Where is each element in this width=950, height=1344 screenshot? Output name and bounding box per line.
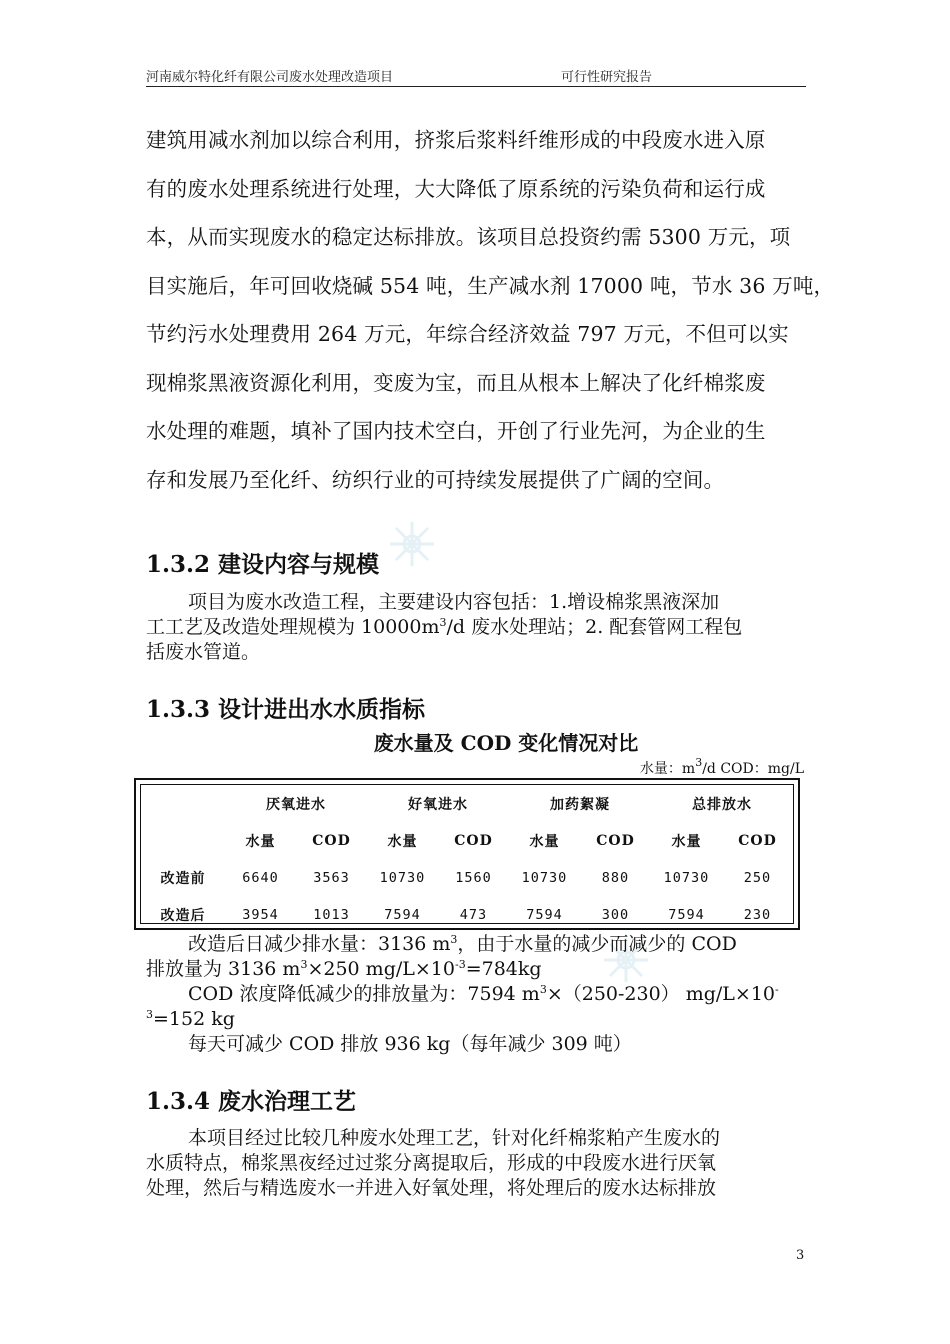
text-line: 处理，然后与精选废水一并进入好氧处理，将处理后的废水达标排放 [146, 1177, 717, 1199]
table-cell: 10730 [663, 869, 710, 886]
text-line: 节约污水处理费用 264 万元，年综合经济效益 797 万元，不但可以实 [146, 322, 789, 346]
text-line: 存和发展乃至化纤、纺织行业的可持续发展提供了广阔的空间。 [146, 467, 725, 492]
section-heading-1-3-2: 1.3.2 建设内容与规模 [146, 551, 380, 578]
column-header: COD [596, 832, 635, 849]
page-header [146, 66, 806, 87]
section-heading-1-3-4: 1.3.4 废水治理工艺 [146, 1088, 357, 1115]
text-line: $^3$=152 kg [146, 1008, 235, 1030]
column-header: 水量 [387, 833, 418, 850]
table-cell: 7594 [668, 906, 705, 923]
column-header: 水量 [671, 833, 702, 850]
table-cell: 3563 [313, 869, 350, 886]
text-line: 水质特点，棉浆黑夜经过过浆分离提取后，形成的中段废水进行厌氧 [146, 1152, 717, 1174]
row-label: 改造后 [160, 907, 206, 924]
table-cell: 300 [601, 906, 630, 923]
table-cell: 230 [743, 906, 772, 923]
table-cell: 7594 [384, 906, 421, 923]
text-line: 每天可减少 COD 排放 936 kg（每年减少 309 吨） [188, 1033, 632, 1055]
page-number: 3 [796, 1248, 805, 1263]
text-line: 改造后日减少排水量：3136 $m^3$，由于水量的减少而减少的 COD [188, 933, 737, 955]
section-1-3-3-notes [146, 932, 810, 1057]
text-line: COD 浓度降低减少的排放量为：7594 $m^3\times(250-230)$ mg/L×10- [188, 983, 779, 1005]
column-header: 水量 [245, 833, 276, 850]
text-line: 排放量为 3136 $m^3\times 250$ $mg/L\times 10^{-3}=784kg$ [146, 958, 542, 980]
table-unit-note: 水量：$m^3/d$ COD：mg/L [639, 756, 804, 777]
table-cell: 3954 [242, 906, 279, 923]
intro-paragraph [146, 116, 835, 504]
table-row [141, 859, 793, 896]
section-heading-1-3-3: 1.3.3 设计进出水水质指标 [146, 696, 426, 723]
column-group-header: 总排放水 [692, 796, 752, 813]
text-line: 项目为废水改造工程，主要建设内容包括：1.增设棉浆黑液深加 [188, 591, 720, 613]
section-1-3-2-body [146, 590, 810, 665]
table-cell: 880 [601, 869, 630, 886]
text-line: 有的废水处理系统进行处理，大大降低了原系统的污染负荷和运行成 [146, 176, 766, 201]
text-line: 括废水管道。 [146, 641, 261, 663]
table-cell: 473 [459, 906, 488, 923]
text-line: 建筑用减水剂加以综合利用，挤浆后浆料纤维形成的中段废水进入原 [146, 128, 766, 152]
text-line: 本，从而实现废水的稳定达标排放。该项目总投资约需 5300 万元，项 [146, 225, 791, 249]
column-header: 水量 [529, 833, 560, 850]
column-header: COD [454, 832, 493, 849]
table-title: 废水量及 COD 变化情况对比 [373, 731, 639, 755]
column-group-header: 厌氧进水 [266, 796, 326, 813]
watermark-icon [388, 520, 436, 568]
column-group-header: 加药絮凝 [550, 796, 610, 813]
table-cell: 10730 [379, 869, 426, 886]
text-line: 现棉浆黑液资源化利用，变废为宝，而且从根本上解决了化纤棉浆废 [146, 370, 766, 395]
table-cell: 10730 [521, 869, 568, 886]
header-company: 河南威尔特化纤有限公司废水处理改造项目 [146, 70, 394, 85]
text-line: 水处理的难题，填补了国内技术空白，开创了行业先河，为企业的生 [146, 419, 766, 443]
table-cell: 1560 [455, 869, 492, 886]
table-group-header-row [141, 785, 793, 822]
section-1-3-4-body [146, 1126, 810, 1201]
column-header: COD [738, 832, 777, 849]
text-line: 工工艺及改造处理规模为 $10000m^3/d$ 废水处理站；2. 配套管网工程包 [146, 616, 743, 638]
table-row [141, 896, 793, 933]
text-line: 目实施后，年可回收烧碱 554 吨，生产减水剂 17000 吨，节水 36 万吨， [146, 273, 835, 298]
table-sub-header-row [141, 822, 793, 859]
comparison-table [134, 778, 800, 930]
text-line: 本项目经过比较几种废水处理工艺，针对化纤棉浆粕产生废水的 [188, 1127, 721, 1149]
column-header: COD [312, 832, 351, 849]
header-report-type: 可行性研究报告 [561, 70, 653, 85]
row-label: 改造前 [160, 870, 206, 887]
table-cell: 250 [743, 869, 772, 886]
table-cell: 6640 [242, 869, 279, 886]
column-group-header: 好氧进水 [408, 796, 468, 813]
table-cell: 1013 [313, 906, 350, 923]
table-cell: 7594 [526, 906, 563, 923]
